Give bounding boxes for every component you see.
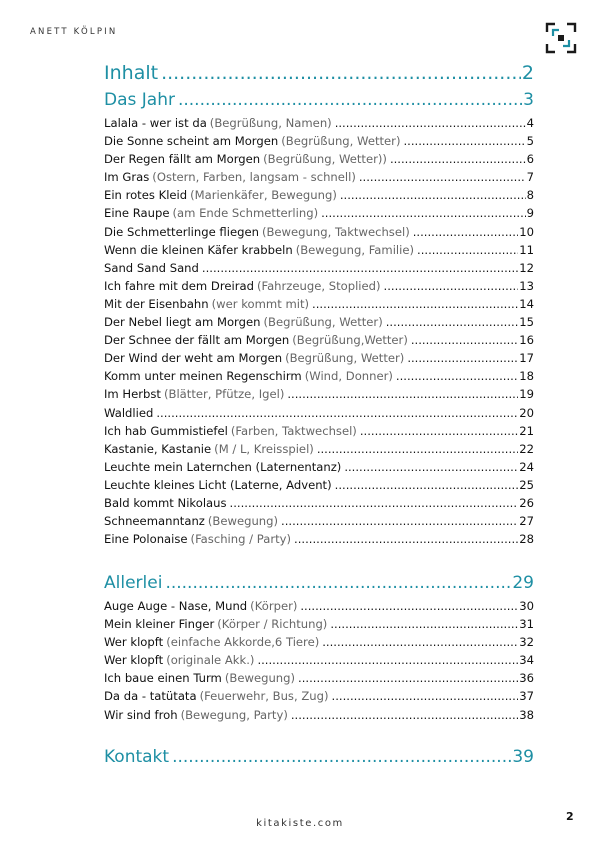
toc-entry-title: Der Schnee der fällt am Morgen	[104, 333, 290, 348]
toc-entry[interactable]	[104, 597, 534, 615]
toc-entry-leader	[390, 150, 526, 168]
toc-entry[interactable]	[104, 385, 534, 403]
toc-kontakt-block	[104, 745, 534, 769]
toc-entry-title: Mein kleiner Finger	[104, 617, 215, 632]
kitakiste-frame-logo-icon	[545, 22, 577, 54]
toc-entry-title: Auge Auge - Nase, Mund	[104, 599, 248, 613]
toc-entry[interactable]	[104, 114, 534, 132]
toc-entry-page: 30	[519, 599, 534, 613]
toc-entry-note: (Wind, Donner)	[304, 369, 393, 384]
toc-entry-title: Leuchte mein Laternchen (Laternentanz)	[104, 459, 342, 474]
toc-entry-note: (wer kommt mit)	[211, 296, 310, 311]
toc-entry[interactable]	[104, 186, 534, 204]
toc-entry[interactable]	[104, 367, 534, 385]
toc-entry-title: Eine Polonaise	[104, 532, 188, 547]
toc-entry[interactable]	[104, 259, 534, 277]
toc-entry-title: Bald kommt Nikolaus	[104, 495, 227, 510]
toc-entry-leader	[322, 633, 518, 651]
toc-entry-note: (Bewegung, Party)	[180, 707, 288, 722]
toc-entry-leader	[257, 651, 518, 669]
toc-das-jahr-block	[104, 88, 534, 548]
toc-entry[interactable]	[104, 132, 534, 150]
toc-entry-title: Ich hab Gummistiefel	[104, 423, 228, 438]
toc-entry-page: 8	[526, 188, 534, 203]
toc-entry-note: (Farben, Taktwechsel)	[230, 423, 357, 438]
toc-entry-leader	[403, 132, 525, 150]
toc-entry-page: 15	[519, 315, 534, 330]
toc-entry[interactable]	[104, 422, 534, 440]
toc-entry[interactable]	[104, 404, 534, 422]
toc-entry-note: (M / L, Kreisspiel)	[214, 441, 314, 456]
toc-heading-kontakt[interactable]: Kontakt ..... 39	[104, 745, 534, 769]
toc-entry-page: 21	[519, 423, 534, 438]
toc-entry-page: 32	[519, 635, 534, 650]
toc-entry-leader	[359, 168, 526, 186]
toc-heading-allerlei[interactable]: Allerlei ..... 29	[104, 571, 534, 595]
toc-entry-page: 25	[519, 477, 534, 492]
toc-entry-note: (Körper / Richtung)	[217, 617, 328, 632]
toc-entry-note: (Feuerwehr, Bus, Zug)	[199, 689, 329, 704]
toc-entry[interactable]	[104, 204, 534, 222]
toc-entry-leader	[386, 313, 519, 331]
toc-entry-page: 38	[519, 707, 534, 722]
toc-entry-leader	[287, 385, 518, 403]
toc-entry[interactable]	[104, 458, 534, 476]
toc-heading-inhalt[interactable]: Inhalt ..... 2	[104, 60, 534, 86]
toc-entry-leader	[384, 277, 519, 295]
page-number: 2	[566, 810, 574, 823]
toc-entry-title: Eine Raupe	[104, 206, 170, 221]
toc-entry-note: (Blätter, Pfütze, Igel)	[163, 387, 285, 402]
toc-entry-leader	[317, 440, 518, 458]
toc-entry-note: (einfache Akkorde,6 Tiere)	[166, 635, 320, 650]
toc-entry-leader	[330, 615, 518, 633]
toc-entry[interactable]	[104, 277, 534, 295]
toc-entry-leader	[413, 223, 519, 241]
toc-entry-note: (Fahrzeuge, Stoplied)	[256, 278, 381, 293]
toc-entry-page: 24	[519, 459, 534, 474]
toc-entry-page: 14	[519, 296, 534, 311]
toc-entry-leader	[300, 597, 518, 615]
toc-entry-page: 17	[519, 351, 534, 366]
toc-entry-page: 34	[519, 653, 534, 668]
toc-entry-title: Der Wind der weht am Morgen	[104, 351, 283, 366]
toc-entry-page: 16	[519, 333, 534, 348]
toc-entry-title: Im Herbst	[104, 387, 161, 402]
toc-entry-page: 12	[519, 260, 534, 275]
toc-entry-page: 10	[519, 224, 534, 239]
toc-entry-note: (originale Akk.)	[166, 653, 255, 668]
toc-entry[interactable]	[104, 476, 534, 494]
toc-entry-title: Ein rotes Kleid	[104, 188, 188, 203]
toc-entry[interactable]	[104, 669, 534, 687]
toc-entry-leader	[360, 422, 518, 440]
toc-entry[interactable]	[104, 331, 534, 349]
toc-entry-leader	[312, 295, 518, 313]
toc-entry-note: (Körper)	[250, 599, 298, 613]
toc-entry-page: 9	[526, 206, 534, 221]
toc-entry[interactable]	[104, 706, 534, 724]
toc-entry-title: Die Sonne scheint am Morgen	[104, 134, 279, 149]
toc-entry-leader	[294, 530, 518, 548]
toc-entry-leader	[340, 186, 526, 204]
toc-entry[interactable]	[104, 150, 534, 168]
toc-entry-note: (am Ende Schmetterling)	[172, 206, 319, 221]
toc-entry-note: (Begrüßung, Namen)	[209, 116, 332, 130]
toc-entry-page: 11	[519, 242, 534, 257]
toc-entry-note: (Begrüßung, Wetter)	[263, 315, 383, 330]
toc-entry-page: 6	[526, 152, 534, 167]
toc-entry-leader	[281, 512, 518, 530]
toc-entry[interactable]	[104, 295, 534, 313]
toc-entry-leader	[335, 114, 526, 132]
toc-entry-title: Der Nebel liegt am Morgen	[104, 315, 261, 330]
toc-entry[interactable]	[104, 633, 534, 651]
toc-entry-note: (Begrüßung, Wetter)	[281, 134, 401, 149]
toc-entry[interactable]	[104, 512, 534, 530]
toc-entry-note: (Begrüßung,Wetter)	[292, 333, 408, 348]
toc-entry-leader	[230, 494, 519, 512]
toc-entry-title: Wer klopft	[104, 635, 164, 650]
toc-entry-page: 27	[519, 514, 534, 529]
toc-entry-title: Sand Sand Sand	[104, 260, 199, 275]
toc-entry-leader	[202, 259, 518, 277]
toc-entry[interactable]	[104, 530, 534, 548]
toc-entry-page: 28	[519, 532, 534, 547]
toc-entry[interactable]	[104, 687, 534, 705]
toc-entry-page: 22	[519, 441, 534, 456]
toc-entry-note: (Begrüßung, Wetter)	[285, 351, 405, 366]
toc-entry-title: Im Gras	[104, 170, 150, 185]
toc-entry-page: 20	[519, 405, 534, 420]
toc-entry[interactable]	[104, 494, 534, 512]
toc-entry-page: 37	[519, 689, 534, 704]
toc-entry[interactable]	[104, 651, 534, 669]
toc-entry-page: 7	[526, 170, 534, 185]
toc-entry-title: Waldlied	[104, 405, 154, 420]
toc-entry[interactable]	[104, 168, 534, 186]
toc-entry[interactable]	[104, 241, 534, 259]
toc-entry-note: (Fasching / Party)	[190, 532, 292, 547]
toc-entry-leader	[344, 458, 518, 476]
author-name: ANETT KÖLPIN	[30, 27, 118, 37]
toc-allerlei-list	[104, 597, 534, 724]
toc-entry-page: 13	[519, 278, 534, 293]
toc-entry-title: Wer klopft	[104, 653, 164, 668]
toc-entry-leader	[298, 669, 518, 687]
toc-entry[interactable]	[104, 349, 534, 367]
footer-website: kitakiste.com	[256, 818, 344, 829]
toc-entry-leader	[321, 204, 526, 222]
toc-entry-note: (Marienkäfer, Bewegung)	[190, 188, 337, 203]
toc-entry-title: Leuchte kleines Licht (Laterne, Advent)	[104, 477, 332, 492]
toc-entry-title: Komm unter meinen Regenschirm	[104, 369, 302, 384]
toc-entry-title: Ich baue einen Turm	[104, 671, 222, 686]
toc-entry-note: (Bewegung)	[224, 671, 296, 686]
toc-entry-note: (Bewegung)	[207, 514, 279, 529]
toc-entry-leader	[335, 476, 519, 494]
toc-entry-page: 31	[519, 617, 534, 632]
toc-entry-title: Kastanie, Kastanie	[104, 441, 212, 456]
toc-entry-title: Wenn die kleinen Käfer krabbeln	[104, 242, 293, 257]
toc-entry-page: 4	[526, 116, 534, 130]
toc-entry-note: (Bewegung, Taktwechsel)	[261, 224, 410, 239]
toc-entry-page: 19	[519, 387, 534, 402]
toc-entry-title: Da da - tatütata	[104, 689, 197, 704]
toc-entry-leader	[396, 367, 518, 385]
toc-entry-title: Lalala - wer ist da	[104, 116, 207, 130]
toc-entry[interactable]	[104, 615, 534, 633]
toc-entry-page: 26	[519, 495, 534, 510]
toc-entry-note: (Bewegung, Familie)	[295, 242, 415, 257]
toc-das-jahr-list	[104, 114, 534, 548]
toc-entry[interactable]	[104, 440, 534, 458]
toc-allerlei-block	[104, 571, 534, 724]
toc-entry-page: 5	[526, 134, 534, 149]
toc-entry-title: Schneemanntanz	[104, 514, 205, 529]
toc-entry-note: (Begrüßung, Wetter))	[263, 152, 387, 167]
toc-entry-page: 36	[519, 671, 534, 686]
toc-heading-das-jahr[interactable]: Das Jahr ..... 3	[104, 88, 534, 112]
toc-entry-page: 18	[519, 369, 534, 384]
toc-inhalt-block	[104, 60, 534, 86]
toc-entry-leader	[332, 687, 519, 705]
toc-entry-title: Die Schmetterlinge fliegen	[104, 224, 259, 239]
toc-entry-title: Der Regen fällt am Morgen	[104, 152, 261, 167]
toc-entry-leader	[156, 404, 518, 422]
toc-entry[interactable]	[104, 223, 534, 241]
toc-entry-leader	[411, 331, 518, 349]
toc-entry-title: Mit der Eisenbahn	[104, 296, 209, 311]
toc-entry-title: Wir sind froh	[104, 707, 178, 722]
toc-entry-note: (Ostern, Farben, langsam - schnell)	[152, 170, 356, 185]
toc-entry-leader	[407, 349, 518, 367]
toc-entry-leader	[291, 706, 518, 724]
toc-entry-title: Ich fahre mit dem Dreirad	[104, 278, 254, 293]
toc-entry-leader	[417, 241, 518, 259]
toc-entry[interactable]	[104, 313, 534, 331]
